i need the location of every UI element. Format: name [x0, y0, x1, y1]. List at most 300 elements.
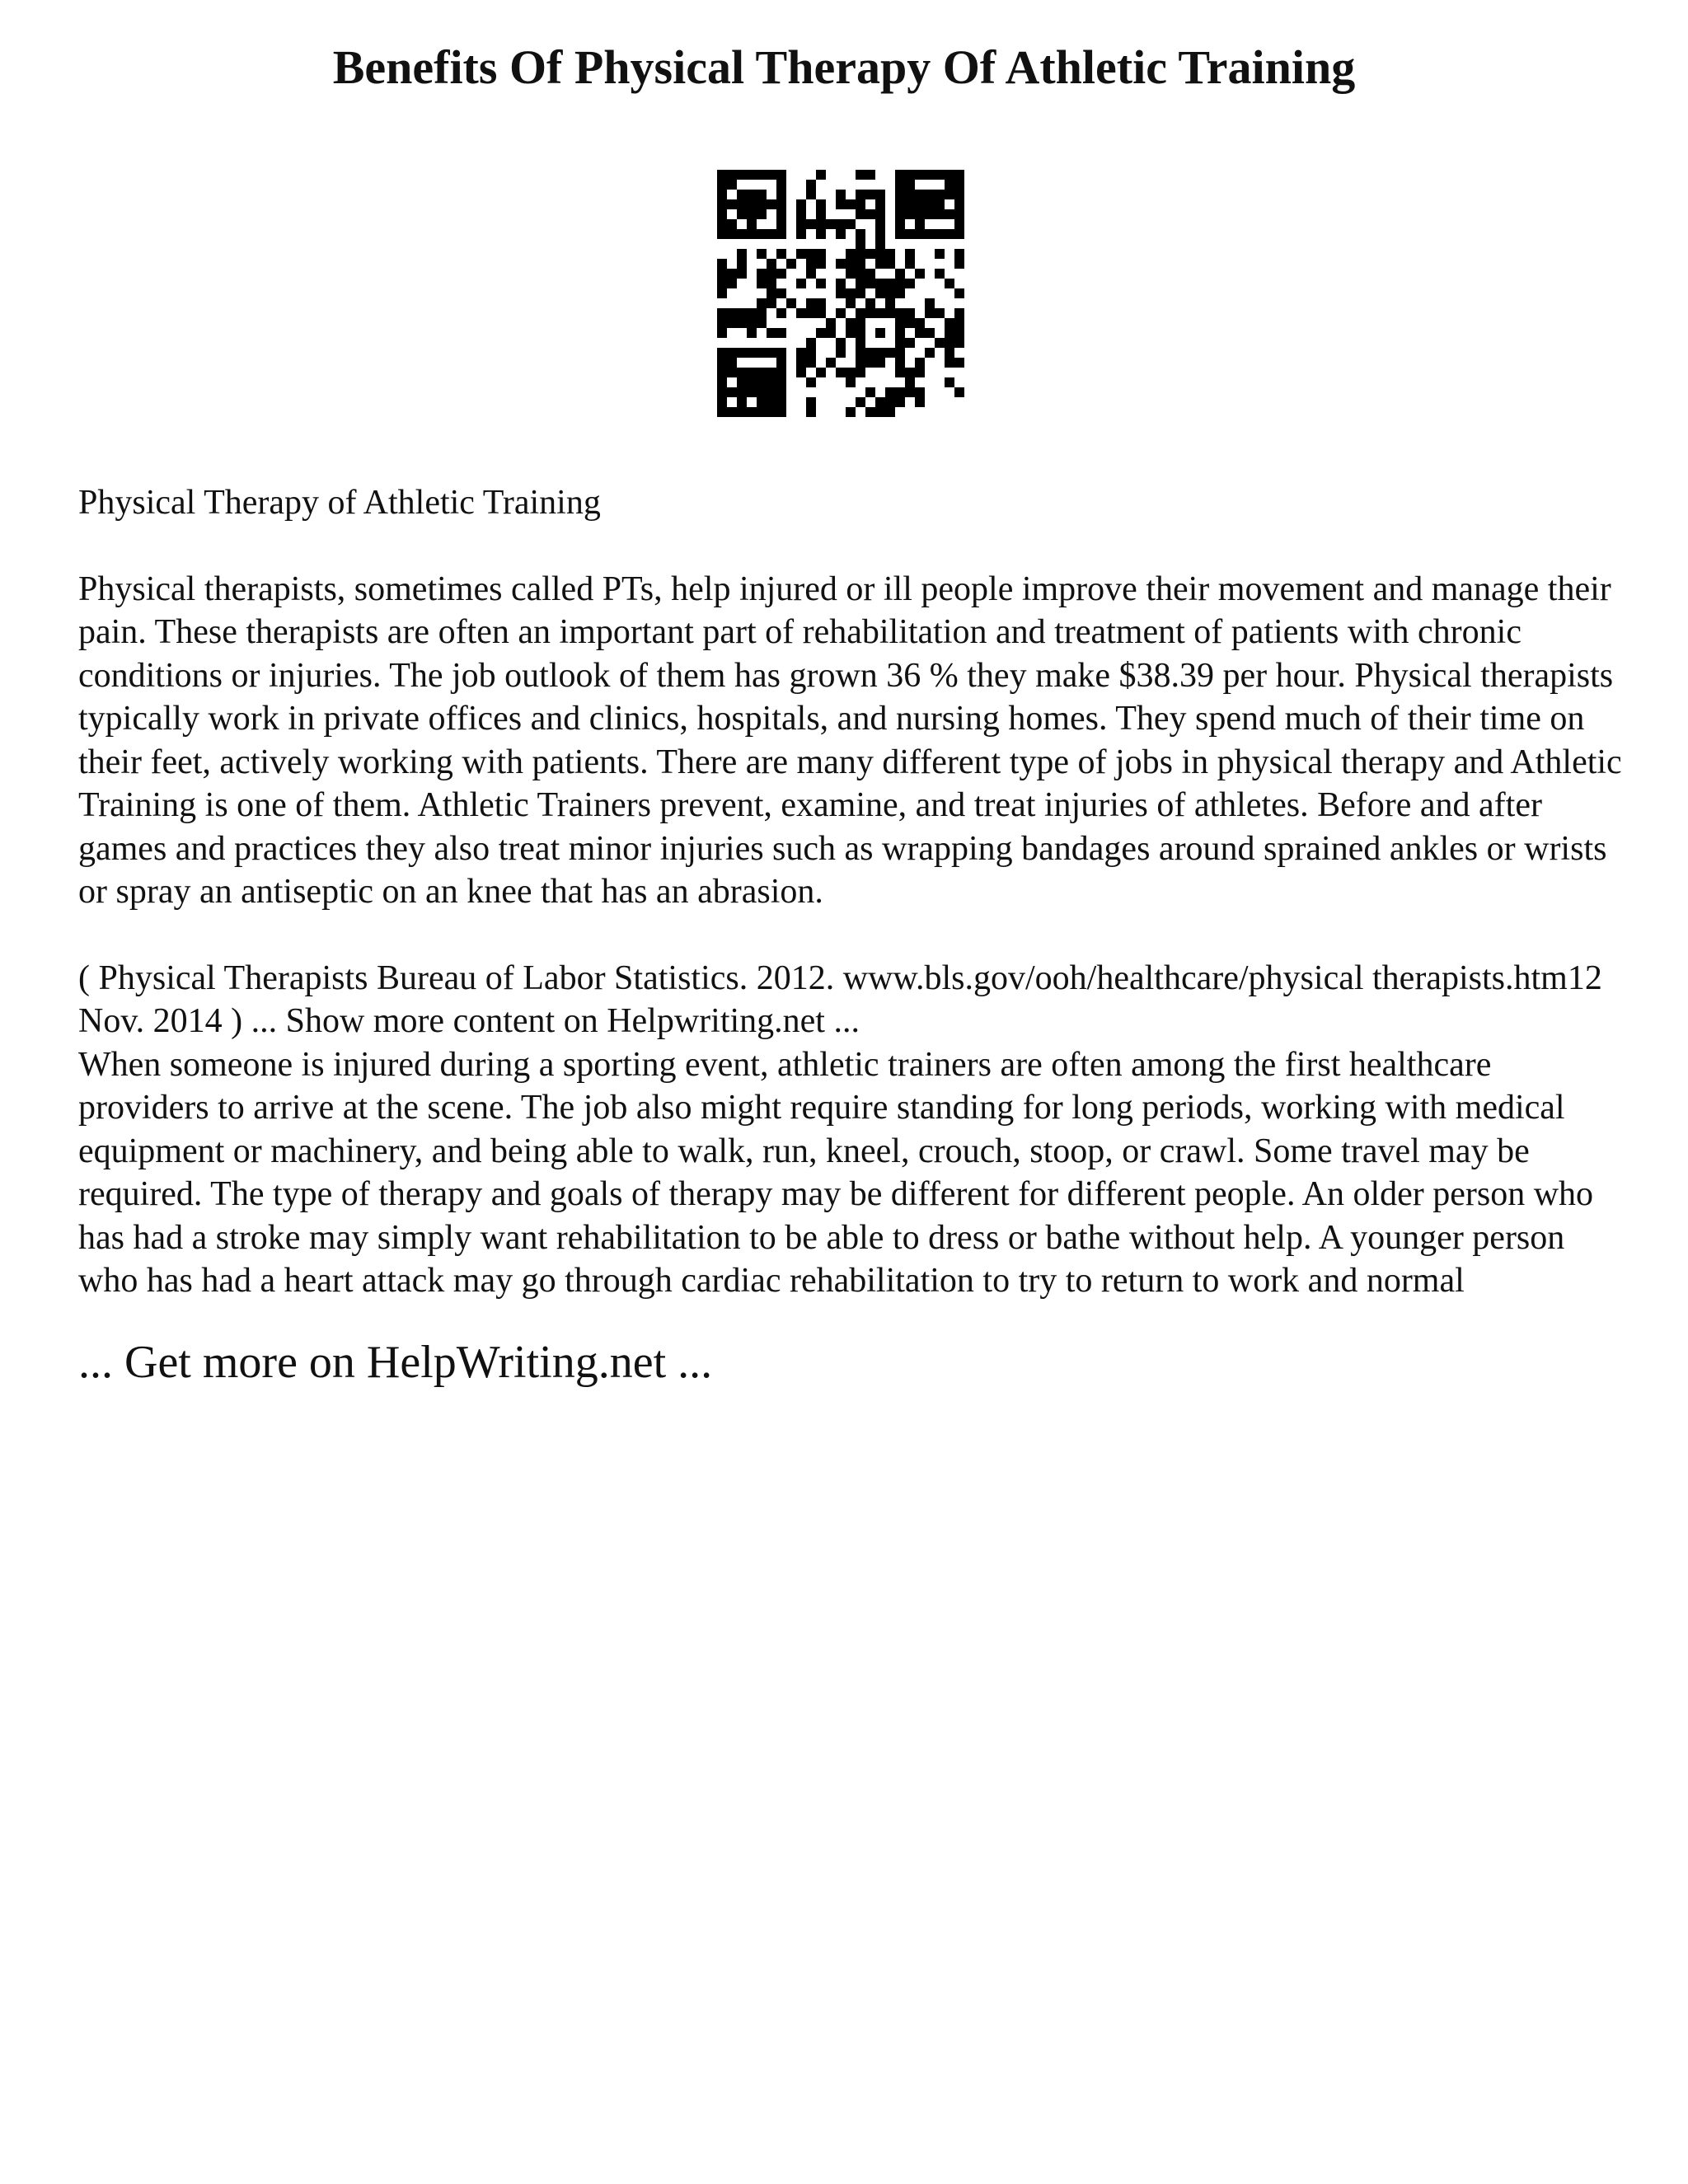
- qr-module: [816, 249, 826, 259]
- qr-module: [727, 308, 737, 318]
- qr-module: [954, 199, 964, 209]
- qr-module: [875, 219, 885, 229]
- qr-module: [885, 259, 895, 269]
- qr-module: [727, 170, 737, 180]
- qr-module: [865, 407, 875, 417]
- qr-module: [905, 279, 915, 288]
- qr-module: [945, 170, 954, 180]
- qr-module: [935, 199, 945, 209]
- qr-module: [836, 279, 846, 288]
- qr-module: [767, 377, 776, 387]
- qr-module: [717, 190, 727, 199]
- qr-module: [826, 358, 836, 368]
- qr-module: [767, 348, 776, 358]
- qr-module: [885, 279, 895, 288]
- qr-module: [836, 368, 846, 377]
- qr-module: [915, 368, 925, 377]
- qr-module: [935, 308, 945, 318]
- qr-module: [747, 199, 757, 209]
- qr-module: [717, 199, 727, 209]
- qr-module: [856, 249, 865, 259]
- qr-module: [737, 259, 747, 269]
- qr-module: [836, 259, 846, 269]
- qr-module: [806, 298, 816, 308]
- qr-module: [895, 170, 905, 180]
- get-more-link[interactable]: ... Get more on HelpWriting.net ...: [78, 1336, 713, 1388]
- qr-module: [737, 318, 747, 328]
- qr-module: [925, 229, 935, 239]
- qr-module: [856, 358, 865, 368]
- qr-module: [776, 397, 786, 407]
- qr-module: [875, 308, 885, 318]
- qr-module: [717, 170, 727, 180]
- qr-module: [767, 170, 776, 180]
- qr-module: [816, 328, 826, 338]
- qr-module: [776, 368, 786, 377]
- qr-code-icon: [717, 170, 964, 417]
- qr-module: [895, 199, 905, 209]
- qr-module: [905, 190, 915, 199]
- qr-module: [856, 288, 865, 298]
- qr-module: [727, 358, 737, 368]
- qr-module: [786, 298, 796, 308]
- qr-module: [717, 209, 727, 219]
- qr-module: [836, 288, 846, 298]
- qr-module: [717, 180, 727, 190]
- qr-module: [757, 407, 767, 417]
- qr-module: [767, 397, 776, 407]
- qr-module: [905, 249, 915, 259]
- qr-module: [954, 259, 964, 269]
- qr-module: [806, 308, 816, 318]
- qr-module: [806, 338, 816, 348]
- qr-module: [846, 249, 856, 259]
- qr-module: [836, 348, 846, 358]
- qr-module: [856, 318, 865, 328]
- qr-module: [796, 199, 806, 209]
- qr-module: [885, 288, 895, 298]
- qr-module: [737, 387, 747, 397]
- qr-module: [757, 279, 767, 288]
- qr-module: [905, 377, 915, 387]
- qr-module: [895, 288, 905, 298]
- qr-module: [925, 298, 935, 308]
- qr-module: [816, 368, 826, 377]
- qr-module: [885, 407, 895, 417]
- qr-module: [895, 358, 905, 368]
- qr-module: [856, 279, 865, 288]
- qr-module: [925, 308, 935, 318]
- qr-module: [865, 209, 875, 219]
- qr-module: [925, 209, 935, 219]
- qr-module: [717, 348, 727, 358]
- qr-module: [865, 298, 875, 308]
- qr-module: [895, 397, 905, 407]
- qr-module: [747, 348, 757, 358]
- qr-module: [747, 219, 757, 229]
- qr-module: [885, 308, 895, 318]
- qr-module: [737, 368, 747, 377]
- qr-module: [816, 229, 826, 239]
- qr-module: [757, 229, 767, 239]
- qr-module: [776, 229, 786, 239]
- qr-module: [717, 269, 727, 279]
- qr-module: [816, 219, 826, 229]
- qr-module: [875, 199, 885, 209]
- qr-module: [865, 170, 875, 180]
- qr-module: [954, 328, 964, 338]
- qr-module: [747, 209, 757, 219]
- qr-module: [776, 328, 786, 338]
- qr-module: [717, 288, 727, 298]
- qr-module: [846, 298, 856, 308]
- qr-module: [836, 229, 846, 239]
- qr-module: [954, 209, 964, 219]
- qr-module: [767, 279, 776, 288]
- qr-module: [915, 199, 925, 209]
- qr-module: [856, 368, 865, 377]
- qr-module: [915, 219, 925, 229]
- qr-module: [776, 209, 786, 219]
- qr-module: [895, 229, 905, 239]
- qr-module: [915, 397, 925, 407]
- qr-module: [846, 288, 856, 298]
- qr-module: [856, 239, 865, 249]
- qr-module: [816, 170, 826, 180]
- qr-module: [806, 259, 816, 269]
- qr-module: [757, 190, 767, 199]
- qr-module: [895, 318, 905, 328]
- qr-module: [776, 348, 786, 358]
- qr-module: [747, 368, 757, 377]
- qr-module: [737, 407, 747, 417]
- qr-module: [905, 229, 915, 239]
- qr-module: [776, 170, 786, 180]
- qr-module: [816, 259, 826, 269]
- qr-module: [875, 348, 885, 358]
- paragraph: Physical therapists, sometimes called PTs, help injured or ill people improve their movement and manage their pain. These therapists are often an important part of rehabilitation and treatment of patients with chronic conditions or injuries. The job outlook of them has grown 36 % they make $38.39 per hour. Physical therapists typically work in private offices and clinics, hospitals, and nursing homes. They spend much of their time on their feet, actively working with patients. There are many different type of jobs in physical therapy and Athletic Training is one of them. Athletic Trainers prevent, examine, and treat injuries of athletes. Before and after games and practices they also treat minor injuries such as wrapping bandages around sprained ankles or wrists or spray an antiseptic on an knee that has an abrasion.: [78, 569, 1622, 911]
- qr-module: [915, 269, 925, 279]
- qr-module: [727, 387, 737, 397]
- qr-module: [954, 249, 964, 259]
- qr-module: [856, 397, 865, 407]
- qr-module: [915, 358, 925, 368]
- qr-module: [875, 288, 885, 298]
- qr-module: [935, 269, 945, 279]
- qr-module: [776, 288, 786, 298]
- qr-module: [747, 318, 757, 328]
- qr-module: [747, 387, 757, 397]
- qr-module: [865, 279, 875, 288]
- qr-module: [895, 279, 905, 288]
- qr-module: [935, 249, 945, 259]
- qr-module: [806, 269, 816, 279]
- qr-module: [865, 358, 875, 368]
- qr-module: [905, 259, 915, 269]
- qr-module: [767, 199, 776, 209]
- qr-module: [737, 348, 747, 358]
- qr-module: [875, 249, 885, 259]
- qr-module: [757, 348, 767, 358]
- qr-module: [757, 377, 767, 387]
- qr-module: [757, 199, 767, 209]
- qr-module: [816, 308, 826, 318]
- qr-module: [846, 407, 856, 417]
- qr-module: [865, 190, 875, 199]
- qr-module: [767, 407, 776, 417]
- qr-module: [717, 219, 727, 229]
- qr-module: [895, 387, 905, 397]
- qr-module: [776, 180, 786, 190]
- qr-module: [776, 249, 786, 259]
- qr-module: [776, 199, 786, 209]
- qr-module: [954, 288, 964, 298]
- qr-module: [796, 249, 806, 259]
- qr-module: [945, 180, 954, 190]
- qr-module: [895, 190, 905, 199]
- qr-module: [846, 219, 856, 229]
- qr-module: [757, 209, 767, 219]
- qr-module: [776, 377, 786, 387]
- qr-module: [945, 358, 954, 368]
- qr-module: [885, 397, 895, 407]
- qr-module: [905, 338, 915, 348]
- qr-module: [875, 239, 885, 249]
- qr-module: [915, 229, 925, 239]
- qr-module: [727, 407, 737, 417]
- qr-module: [905, 318, 915, 328]
- qr-module: [865, 269, 875, 279]
- qr-module: [905, 368, 915, 377]
- qr-module: [925, 190, 935, 199]
- qr-module: [796, 308, 806, 318]
- qr-module: [954, 338, 964, 348]
- qr-module: [895, 308, 905, 318]
- qr-module: [776, 387, 786, 397]
- qr-module: [954, 318, 964, 328]
- qr-module: [727, 219, 737, 229]
- qr-module: [786, 259, 796, 269]
- qr-module: [796, 209, 806, 219]
- document-title: Benefits Of Physical Therapy Of Athletic Training: [332, 40, 1356, 94]
- qr-module: [925, 348, 935, 358]
- qr-module: [717, 259, 727, 269]
- qr-module: [925, 328, 935, 338]
- qr-module: [935, 190, 945, 199]
- qr-module: [875, 397, 885, 407]
- qr-module: [767, 259, 776, 269]
- qr-module: [727, 199, 737, 209]
- qr-module: [895, 328, 905, 338]
- qr-module: [935, 209, 945, 219]
- qr-module: [806, 180, 816, 190]
- qr-module: [826, 318, 836, 328]
- document-body: [78, 481, 1628, 1395]
- qr-module: [717, 377, 727, 387]
- qr-module: [737, 397, 747, 407]
- qr-module: [875, 328, 885, 338]
- qr-module: [875, 229, 885, 239]
- qr-module: [747, 377, 757, 387]
- qr-module: [865, 249, 875, 259]
- qr-module: [954, 387, 964, 397]
- qr-module: [846, 377, 856, 387]
- qr-module: [717, 308, 727, 318]
- qr-module: [737, 249, 747, 259]
- qr-module: [895, 219, 905, 229]
- qr-module: [826, 328, 836, 338]
- qr-module: [806, 190, 816, 199]
- qr-module: [846, 368, 856, 377]
- qr-module: [776, 190, 786, 199]
- qr-module: [915, 170, 925, 180]
- qr-module: [717, 279, 727, 288]
- qr-module: [717, 229, 727, 239]
- qr-module: [895, 338, 905, 348]
- qr-module: [875, 190, 885, 199]
- qr-module: [954, 170, 964, 180]
- qr-module: [865, 348, 875, 358]
- qr-module: [895, 269, 905, 279]
- qr-module: [806, 348, 816, 358]
- qr-module: [856, 338, 865, 348]
- qr-module: [945, 279, 954, 288]
- qr-module: [727, 279, 737, 288]
- qr-module: [846, 328, 856, 338]
- qr-module: [747, 229, 757, 239]
- qr-module: [954, 190, 964, 199]
- qr-module: [945, 209, 954, 219]
- qr-module: [796, 358, 806, 368]
- qr-module: [875, 358, 885, 368]
- qr-module: [767, 269, 776, 279]
- qr-module: [954, 219, 964, 229]
- qr-module: [836, 219, 846, 229]
- qr-module: [935, 170, 945, 180]
- qr-module: [954, 308, 964, 318]
- qr-module: [915, 328, 925, 338]
- qr-module: [885, 348, 895, 358]
- qr-module: [836, 199, 846, 209]
- paragraph: When someone is injured during a sporting event, athletic trainers are often among the first healthcare providers to arrive at the scene. The job also might require standing for long periods, working with medical equipment or machinery, and being able to walk, run, kneel, crouch, stoop, or crawl. Some travel may be required. The type of therapy and goals of therapy may be different for different people. An older person who has had a stroke may simply want rehabilitation to be able to dress or bathe without help. A younger person who has had a heart attack may go through cardiac rehabilitation to try to return to work and normal: [78, 1045, 1594, 1300]
- qr-module: [717, 387, 727, 397]
- qr-module: [895, 368, 905, 377]
- qr-module: [737, 170, 747, 180]
- qr-module: [727, 368, 737, 377]
- qr-module: [856, 209, 865, 219]
- qr-module: [767, 298, 776, 308]
- qr-module: [776, 308, 786, 318]
- qr-module: [935, 229, 945, 239]
- qr-module: [767, 229, 776, 239]
- qr-module: [776, 358, 786, 368]
- qr-module: [945, 338, 954, 348]
- qr-module: [885, 387, 895, 397]
- qr-module: [747, 407, 757, 417]
- qr-module: [806, 397, 816, 407]
- qr-module: [945, 318, 954, 328]
- citation-paragraph: ( Physical Therapists Bureau of Labor Statistics. 2012. www.bls.gov/ooh/healthcare/physical therapists.htm12 Nov. 2014 ) ... Show more content on Helpwriting.net ...: [78, 958, 1602, 1040]
- qr-module: [846, 199, 856, 209]
- qr-module: [727, 269, 737, 279]
- qr-module: [856, 190, 865, 199]
- qr-module: [905, 308, 915, 318]
- qr-module: [905, 180, 915, 190]
- qr-module: [717, 397, 727, 407]
- qr-module: [737, 308, 747, 318]
- qr-module: [826, 219, 836, 229]
- qr-module: [796, 219, 806, 229]
- qr-module: [865, 308, 875, 318]
- qr-module: [935, 338, 945, 348]
- qr-module: [915, 209, 925, 219]
- qr-module: [757, 397, 767, 407]
- qr-module: [727, 348, 737, 358]
- qr-module: [915, 190, 925, 199]
- qr-module: [757, 249, 767, 259]
- qr-module: [757, 318, 767, 328]
- qr-module: [816, 209, 826, 219]
- qr-module: [757, 298, 767, 308]
- qr-module: [796, 348, 806, 358]
- qr-module: [915, 387, 925, 397]
- qr-module: [767, 368, 776, 377]
- qr-module: [737, 190, 747, 199]
- qr-module: [727, 318, 737, 328]
- qr-module: [737, 377, 747, 387]
- qr-module: [875, 209, 885, 219]
- qr-module: [865, 387, 875, 397]
- qr-module: [796, 279, 806, 288]
- qr-module: [925, 170, 935, 180]
- qr-module: [836, 190, 846, 199]
- qr-module: [757, 170, 767, 180]
- qr-module: [767, 288, 776, 298]
- qr-module: [875, 407, 885, 417]
- qr-module: [727, 229, 737, 239]
- qr-module: [717, 368, 727, 377]
- qr-module: [806, 377, 816, 387]
- qr-module: [905, 170, 915, 180]
- qr-module: [836, 338, 846, 348]
- qr-module: [737, 209, 747, 219]
- qr-module: [885, 249, 895, 259]
- qr-module: [836, 308, 846, 318]
- qr-module: [767, 328, 776, 338]
- qr-module: [757, 387, 767, 397]
- qr-module: [737, 199, 747, 209]
- qr-module: [717, 407, 727, 417]
- qr-module: [776, 407, 786, 417]
- qr-module: [776, 219, 786, 229]
- qr-module: [846, 269, 856, 279]
- qr-module: [816, 199, 826, 209]
- qr-module: [806, 219, 816, 229]
- qr-module: [905, 387, 915, 397]
- qr-module: [757, 308, 767, 318]
- qr-module: [846, 318, 856, 328]
- qr-module: [905, 209, 915, 219]
- qr-module: [945, 328, 954, 338]
- qr-module: [816, 279, 826, 288]
- qr-module: [945, 190, 954, 199]
- qr-module: [747, 190, 757, 199]
- section-subtitle: Physical Therapy of Athletic Training: [78, 484, 601, 522]
- qr-module: [717, 328, 727, 338]
- qr-module: [796, 368, 806, 377]
- qr-module: [806, 249, 816, 259]
- qr-module: [856, 170, 865, 180]
